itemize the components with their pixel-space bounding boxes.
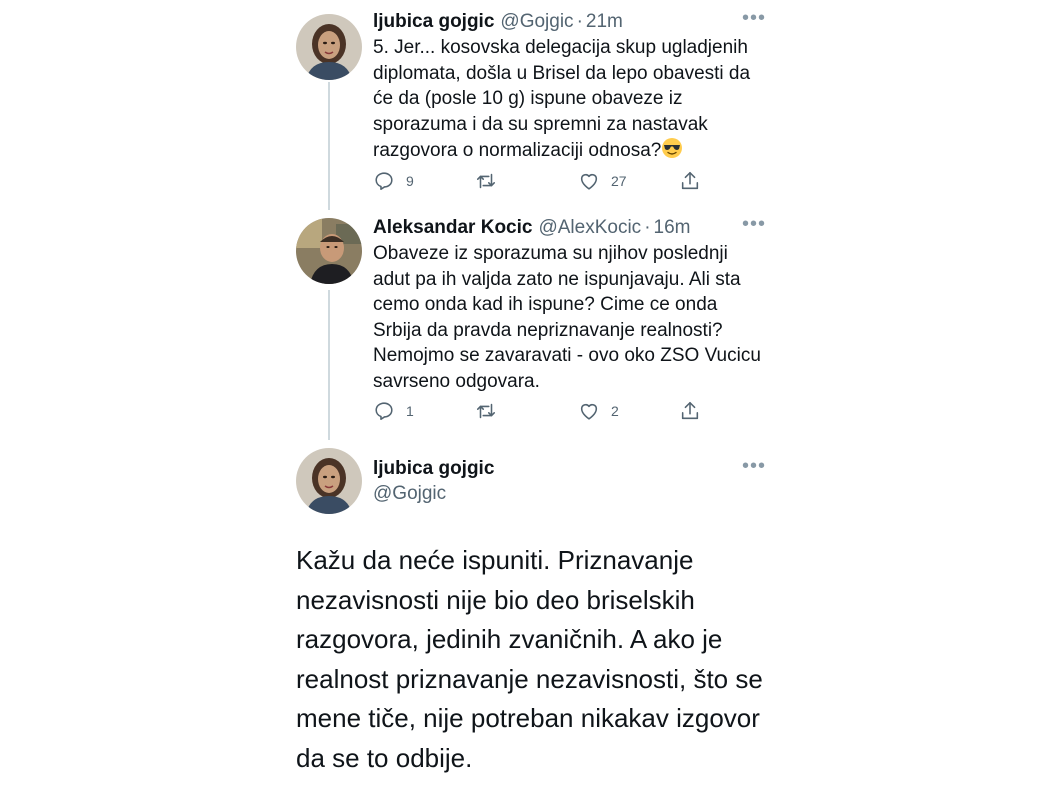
timestamp[interactable]: 21m	[585, 11, 623, 32]
tweet[interactable]	[296, 213, 770, 426]
like-icon	[578, 170, 600, 192]
avatar[interactable]	[296, 14, 362, 80]
main-tweet-header	[296, 448, 770, 520]
retweet-button[interactable]	[475, 400, 497, 422]
retweet-icon	[475, 170, 497, 192]
like-button[interactable]	[578, 170, 627, 192]
avatar-image	[296, 14, 362, 80]
tweet-actions	[373, 400, 703, 424]
share-button[interactable]	[679, 400, 701, 422]
reply-icon	[373, 170, 395, 192]
more-icon[interactable]: •••	[741, 7, 766, 29]
avatar[interactable]	[296, 218, 362, 284]
reply-count: 1	[406, 403, 414, 419]
like-count: 27	[611, 173, 627, 189]
avatar[interactable]	[296, 448, 362, 514]
timestamp[interactable]: 16m	[653, 217, 691, 238]
reply-icon	[373, 400, 395, 422]
more-icon[interactable]: •••	[741, 455, 766, 477]
reply-button[interactable]	[373, 400, 414, 422]
more-icon[interactable]: •••	[741, 213, 766, 235]
author-name[interactable]: Aleksandar Kocic	[373, 217, 533, 238]
tweet-actions	[373, 170, 703, 194]
author-handle[interactable]: @AlexKocic	[538, 217, 642, 238]
sunglasses-emoji-icon	[661, 137, 683, 159]
avatar-image	[296, 218, 362, 284]
reply-count: 9	[406, 173, 414, 189]
share-icon	[679, 170, 701, 192]
avatar-image	[296, 448, 362, 514]
separator-dot: ·	[576, 11, 583, 32]
author-name[interactable]: ljubica gojgic	[373, 11, 495, 32]
main-tweet-text: Kažu da neće ispuniti. Priznavanje nezavisnosti nije bio deo briselskih razgovora, jedinih zvaničnih. A ako je realnost priznavanje nezavisnosti, što se mene tiče, nije potreban nikakav izgovor da se to odbije.	[296, 545, 763, 773]
like-icon	[578, 400, 600, 422]
reply-button[interactable]	[373, 170, 414, 192]
tweet-text: 5. Jer... kosovska delegacija skup ugladjenih diplomata, došla u Brisel da lepo obavesti da će da (posle 10 g) ispune obaveze iz sporazuma i da su spremni za nastavak razgovora o normalizaciji odnosa?	[373, 37, 751, 161]
author-handle[interactable]: @Gojgic	[373, 483, 447, 504]
author-name[interactable]: ljubica gojgic	[373, 458, 495, 479]
author-handle[interactable]: @Gojgic	[500, 11, 574, 32]
share-button[interactable]	[679, 170, 701, 192]
tweet[interactable]	[296, 7, 770, 210]
retweet-button[interactable]	[475, 170, 497, 192]
separator-dot: ·	[644, 217, 651, 238]
retweet-icon	[475, 400, 497, 422]
tweet-text: Obaveze iz sporazuma su njihov poslednji adut pa ih valjda zato ne ispunjavaju. Ali sta cemo onda kad ih ispune? Cime ce onda Srbija da pravda nepriznavanje realnosti? Nemojmo se zavaravati - ovo oko ZSO Vucicu savrseno odgovara.	[373, 243, 761, 392]
like-button[interactable]	[578, 400, 619, 422]
share-icon	[679, 400, 701, 422]
like-count: 2	[611, 403, 619, 419]
